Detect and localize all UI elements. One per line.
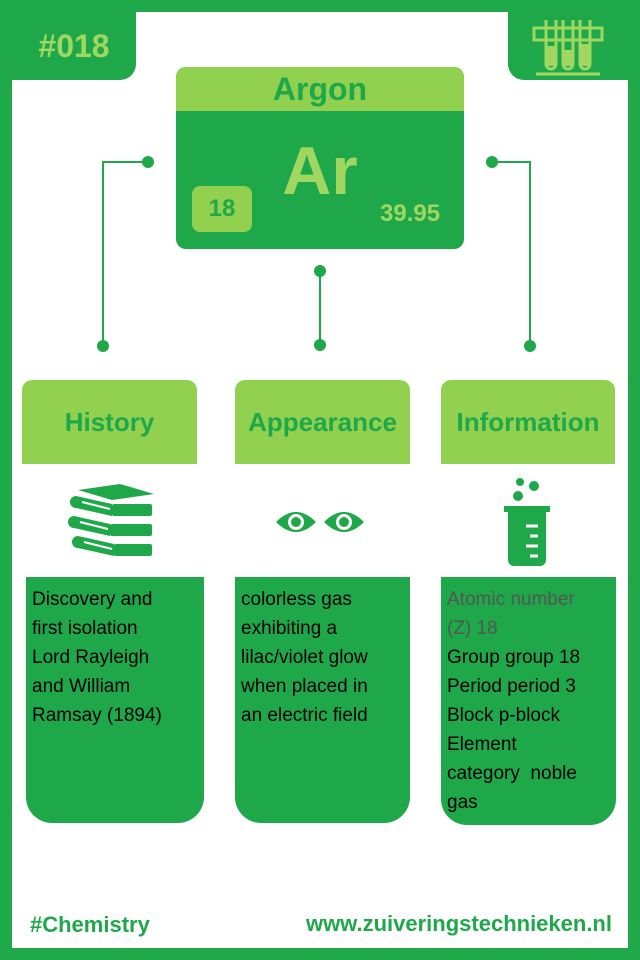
information-line: gas <box>447 792 478 813</box>
appearance-line: an electric field <box>241 705 368 726</box>
history-text-box <box>26 577 204 823</box>
appearance-text-box <box>235 577 410 823</box>
atomic-number-badge: 18 <box>192 186 252 232</box>
information-line: Group group 18 <box>447 647 581 668</box>
history-header: History <box>22 380 197 464</box>
information-text-box <box>441 577 616 825</box>
element-index-badge: #018 <box>12 12 136 80</box>
information-line: Period period 3 <box>447 676 576 697</box>
information-line: (Z) 18 <box>447 618 498 639</box>
information-header: Information <box>441 380 615 464</box>
element-symbol: Ar <box>282 133 358 209</box>
website-link[interactable]: www.zuiveringstechnieken.nl <box>305 911 612 936</box>
element-name: Argon <box>176 67 464 111</box>
beaker-icon <box>498 476 558 573</box>
history-line: and William <box>32 676 131 697</box>
history-line: Ramsay (1894) <box>32 705 162 726</box>
appearance-line: lilac/violet glow <box>241 647 368 668</box>
information-line: Atomic number <box>447 589 575 610</box>
history-line: first isolation <box>32 618 138 639</box>
appearance-line: exhibiting a <box>241 618 338 639</box>
information-line: Element <box>447 734 517 755</box>
books-icon <box>68 482 158 567</box>
atomic-mass: 39.95 <box>380 200 441 227</box>
hashtag-label: #Chemistry <box>30 912 150 937</box>
appearance-line: colorless gas <box>241 589 352 610</box>
appearance-header: Appearance <box>235 380 410 464</box>
history-line: Discovery and <box>32 589 153 610</box>
information-line: category noble <box>447 763 577 784</box>
eyes-icon <box>274 506 366 543</box>
history-line: Lord Rayleigh <box>32 647 150 668</box>
information-line: Block p-block <box>447 705 560 726</box>
appearance-line: when placed in <box>241 676 368 697</box>
